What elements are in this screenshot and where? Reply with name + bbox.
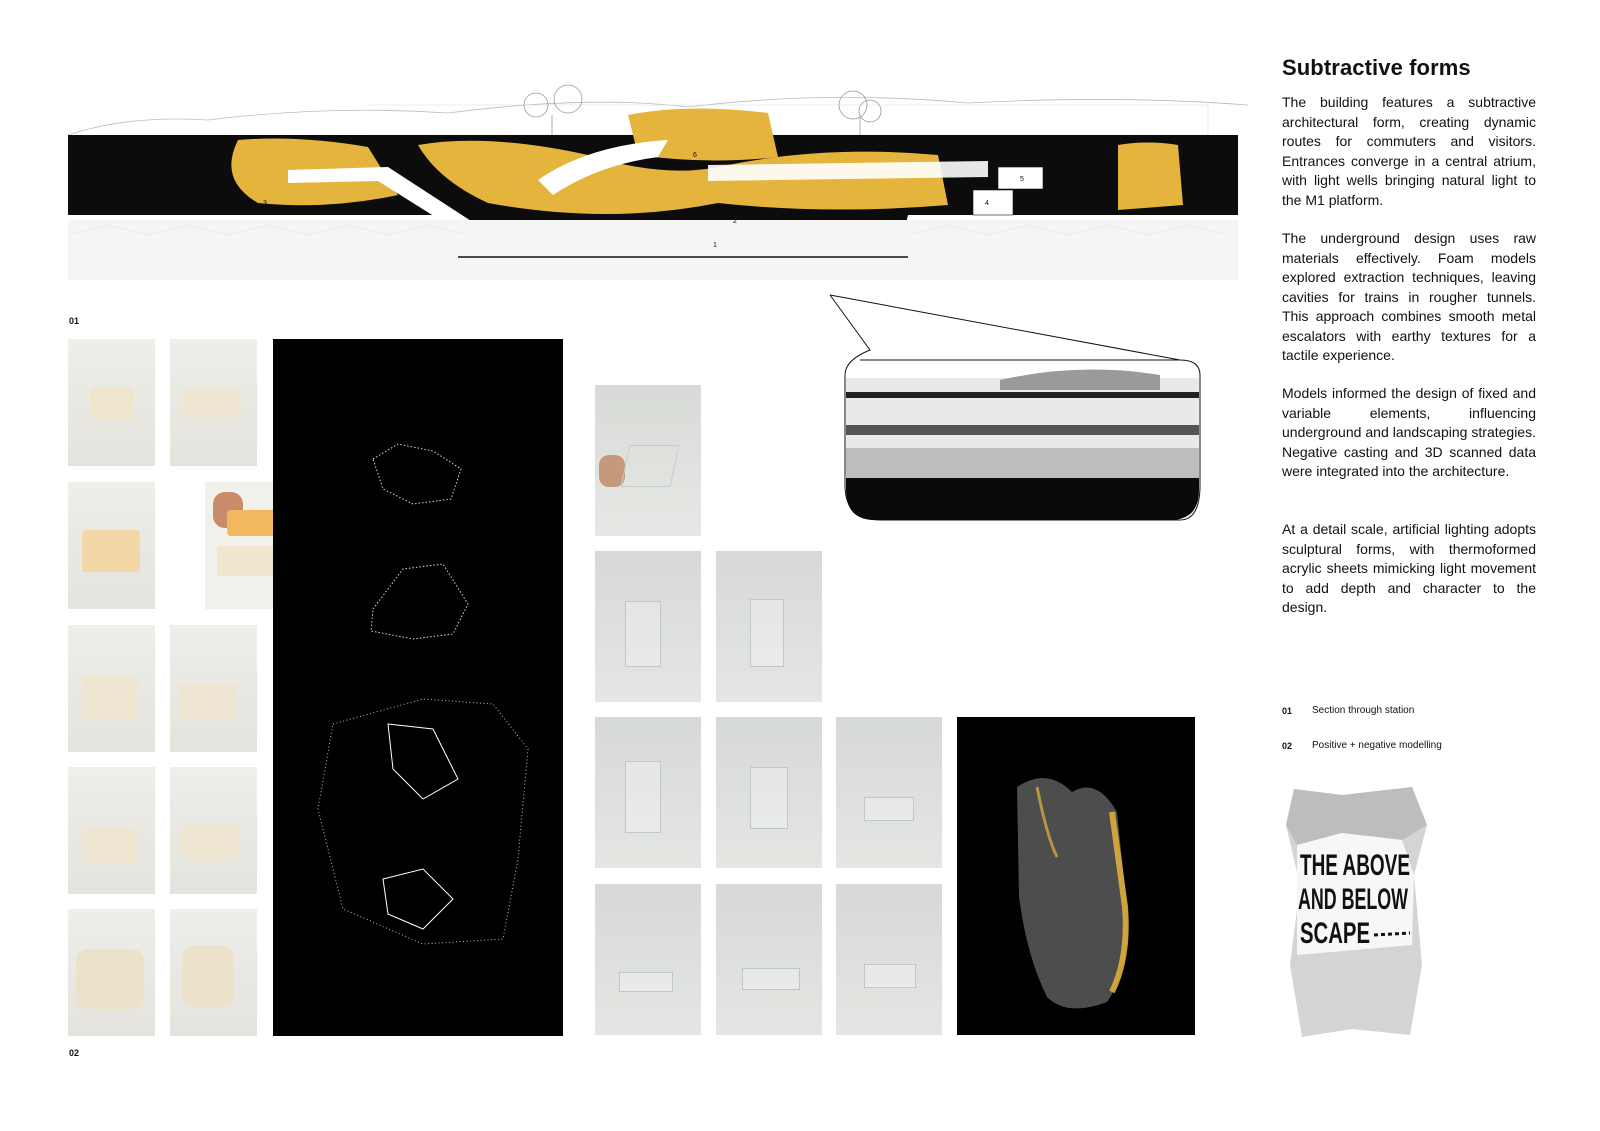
legend-text: Positive + negative modelling bbox=[1312, 740, 1442, 751]
foam-model-photo bbox=[68, 625, 155, 752]
acrylic-sheet-photo bbox=[716, 717, 822, 868]
foam-model-photo bbox=[68, 767, 155, 894]
acrylic-sheet-photo bbox=[595, 551, 701, 702]
body-paragraph: At a detail scale, artificial lighting adopts sculptural forms, with thermoformed acrylic sheets mimicking light movement to add depth and character to the design. bbox=[1282, 521, 1536, 615]
light-sculpture-render bbox=[957, 717, 1195, 1035]
point-cloud-scan-panel bbox=[273, 339, 563, 1036]
crumpled-poster-image bbox=[1282, 785, 1432, 1040]
acrylic-sheet-hand-photo bbox=[595, 385, 701, 536]
foam-model-photo bbox=[68, 909, 155, 1036]
foam-model-photo bbox=[68, 482, 155, 609]
body-paragraph: The underground design uses raw materials effectively. Foam models explored extraction techniques, leaving cavities for trains in rougher tunnels. This approach combines smooth metal escalators with earthy textures for a tactile experience. bbox=[1282, 230, 1536, 363]
section-label: 6 bbox=[693, 152, 697, 159]
acrylic-sheet-photo bbox=[595, 884, 701, 1035]
poster-line: AND BELOW bbox=[1298, 883, 1409, 916]
foam-model-photo bbox=[170, 339, 257, 466]
body-paragraph: Models informed the design of fixed and variable elements, influencing underground and landscaping strategies. Negative casting and 3D scanned data were integrated into the architecture. bbox=[1282, 385, 1536, 479]
legend-number: 01 bbox=[1282, 706, 1293, 716]
page-title: Subtractive forms bbox=[1282, 55, 1471, 80]
foam-model-photo bbox=[170, 625, 257, 752]
acrylic-sheet-photo bbox=[595, 717, 701, 868]
section-label: 4 bbox=[985, 200, 989, 207]
acrylic-sheet-photo bbox=[836, 717, 942, 868]
section-detail-callout bbox=[820, 290, 1230, 530]
acrylic-sheet-photo bbox=[716, 551, 822, 702]
station-section-drawing bbox=[68, 85, 1268, 295]
section-label: 3 bbox=[263, 200, 267, 207]
acrylic-sheet-photo bbox=[716, 884, 822, 1035]
foam-model-photo bbox=[170, 767, 257, 894]
legend-text: Section through station bbox=[1312, 705, 1415, 716]
legend-number: 02 bbox=[1282, 741, 1293, 751]
body-paragraph: The building features a subtractive architectural form, creating dynamic routes for commuters and visitors. Entrances converge in a central atrium, with light wells bringing natural light to the M1 platform. bbox=[1282, 94, 1536, 208]
foam-model-photo bbox=[170, 909, 257, 1036]
acrylic-sheet-photo bbox=[836, 884, 942, 1035]
poster-line: THE ABOVE bbox=[1300, 849, 1410, 882]
section-label: 1 bbox=[713, 242, 717, 249]
figure-number-01: 01 bbox=[69, 316, 80, 326]
section-label: 2 bbox=[733, 218, 737, 225]
poster-line: SCAPE bbox=[1300, 917, 1370, 950]
section-label: 5 bbox=[1020, 176, 1024, 183]
figure-number-02: 02 bbox=[69, 1048, 80, 1058]
foam-model-photo bbox=[68, 339, 155, 466]
